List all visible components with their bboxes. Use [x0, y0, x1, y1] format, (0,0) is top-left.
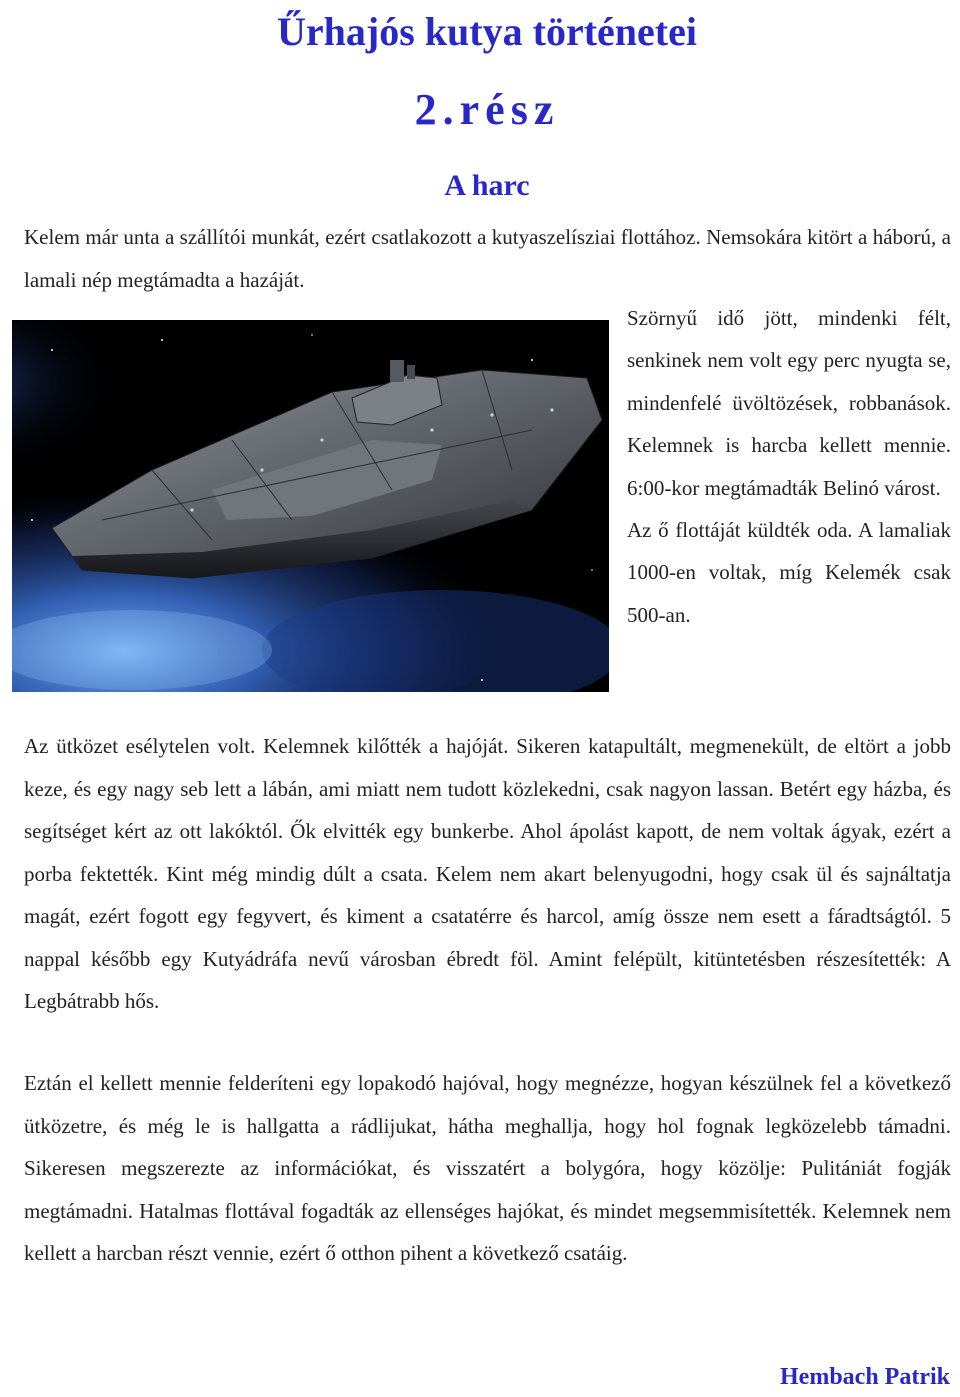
spaceship-image — [12, 320, 609, 692]
chapter-title: A harc — [444, 169, 530, 202]
side-paragraph-part-2: Az ő flottáját küldték oda. A lamaliak 1000-en voltak, míg Kelemék csak 500-an. — [627, 518, 951, 627]
story-title: Űrhajós kutya történetei — [277, 9, 697, 54]
side-paragraph-part-1: Szörnyű idő jött, mindenki félt, senkinek nem volt egy perc nyugta se, mindenfelé üvöltözések, robbanások. Kelemnek is harcba kellett mennie. 6:00-kor megtámadták Belinó várost. — [627, 306, 951, 500]
intro-paragraph: Kelem már unta a szállítói munkát, ezért csatlakozott a kutyaszelísziai flottához. Nemsokára kitört a háború, a lamali nép megtámadta a hazáját. — [24, 225, 951, 292]
author-signature: Hembach Patrik — [780, 1364, 950, 1390]
side-paragraph — [627, 297, 951, 636]
mission-paragraph: Eztán el kellett mennie felderíteni egy lopakodó hajóval, hogy megnézze, hogyan készülnek fel a következő ütközetre, és még le is hallgatta a rádlijukat, hátha meghallja, hogy hol fognak legközelebb támadni. Sikeresen megszerezte az információkat, és visszatért a bolygóra, hogy közölje: Pulitániát fogják megtámadni. Hatalmas flottával fogadták az ellenséges hajókat, és mindet megsemmisítették. Kelemnek nem kellett a harcban részt vennie, ezért ő otthon pihent a következő csatáig. — [24, 1071, 951, 1265]
battle-paragraph: Az ütközet esélytelen volt. Kelemnek kilőtték a hajóját. Sikeren katapultált, megmenekült, de eltört a jobb keze, és egy nagy seb lett a lábán, ami miatt nem tudott közlekedni, csak nagyon lassan. Betért egy házba, és segítséget kért az ott lakóktól. Ők elvitték egy bunkerbe. Ahol ápolást kapott, de nem voltak ágyak, ezért a porba fektették. Kint még mindig dúlt a csata. Kelem nem akart belenyugodni, hogy csak ül és sajnáltatja magát, ezért fogott egy fegyvert, és kiment a csatatérre és harcol, amíg össze nem esett a fáradtságtól. 5 nappal később egy Kutyádráfa nevű városban ébredt föl. Amint felépült, kitüntetésben részesítették: A Legbátrabb hős. — [24, 734, 951, 1013]
part-number: 2.rész — [414, 85, 560, 134]
